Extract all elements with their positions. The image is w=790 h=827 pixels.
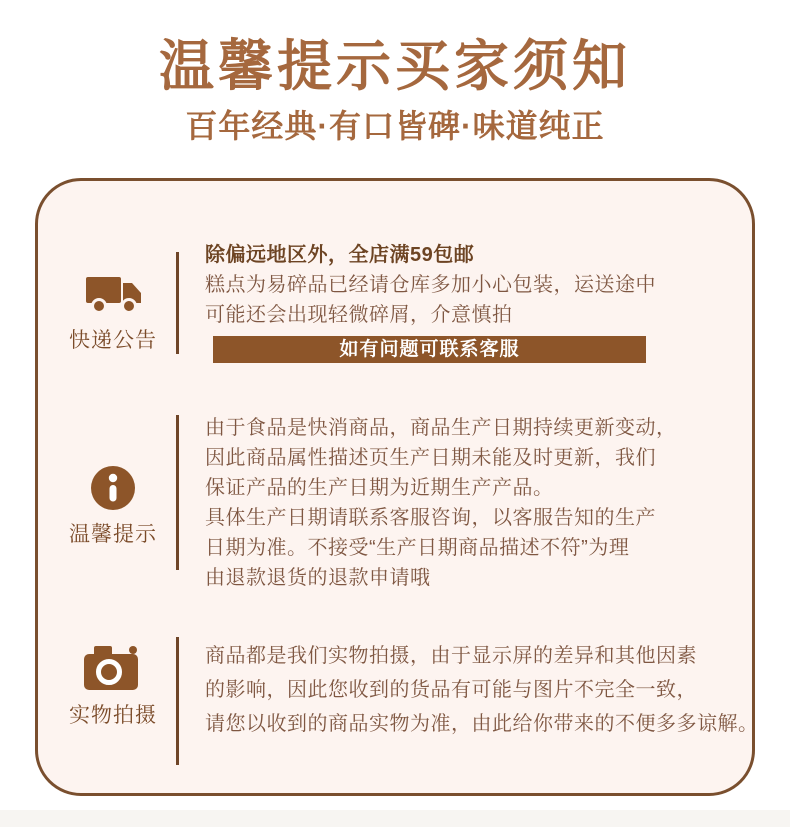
tips-line: 由退款退货的退款申请哦 bbox=[205, 567, 431, 589]
tips-line: 由于食品是快消商品，商品生产日期持续更新变动， bbox=[205, 417, 677, 439]
tips-section-icon-col bbox=[48, 465, 178, 548]
express-divider bbox=[176, 252, 179, 354]
camera-icon bbox=[84, 642, 142, 692]
express-section-label: 快递公告 bbox=[69, 329, 157, 352]
tips-line: 因此商品属性描述页生产日期未能及时更新，我们 bbox=[205, 447, 656, 469]
tips-line: 日期为准。不接受“生产日期商品描述不符”为理 bbox=[205, 537, 630, 559]
tips-divider bbox=[176, 415, 179, 570]
photo-section-icon-col bbox=[48, 642, 178, 729]
tips-line: 具体生产日期请联系客服咨询，以客服告知的生产 bbox=[205, 507, 656, 529]
tips-section-label: 温馨提示 bbox=[69, 523, 157, 546]
page-title: 温馨提示买家须知 bbox=[158, 35, 631, 97]
info-icon bbox=[90, 465, 136, 511]
truck-icon bbox=[84, 269, 142, 317]
photo-line: 请您以收到的商品实物为准，由此给你带来的不便多多谅解。 bbox=[205, 713, 759, 735]
photo-section-label: 实物拍摄 bbox=[69, 704, 157, 727]
express-headline: 除偏远地区外，全店满59包邮 bbox=[205, 244, 475, 266]
express-text bbox=[205, 240, 765, 363]
page-subtitle: 百年经典·有口皆碑·味道纯正 bbox=[185, 108, 605, 144]
contact-service-banner: 如有问题可联系客服 bbox=[213, 336, 646, 363]
photo-divider bbox=[176, 637, 179, 765]
bottom-strip bbox=[0, 810, 790, 827]
tips-text bbox=[205, 413, 765, 593]
photo-line: 的影响，因此您收到的货品有可能与图片不完全一致， bbox=[205, 679, 697, 701]
notice-box bbox=[35, 178, 759, 796]
tips-line: 保证产品的生产日期为近期生产产品。 bbox=[205, 477, 554, 499]
express-section-icon-col bbox=[48, 269, 178, 354]
photo-line: 商品都是我们实物拍摄，由于显示屏的差异和其他因素 bbox=[205, 645, 697, 667]
photo-text bbox=[205, 639, 765, 741]
express-line: 可能还会出现轻微碎屑，介意慎拍 bbox=[205, 304, 513, 326]
express-line: 糕点为易碎品已经请仓库多加小心包装，运送途中 bbox=[205, 274, 656, 296]
